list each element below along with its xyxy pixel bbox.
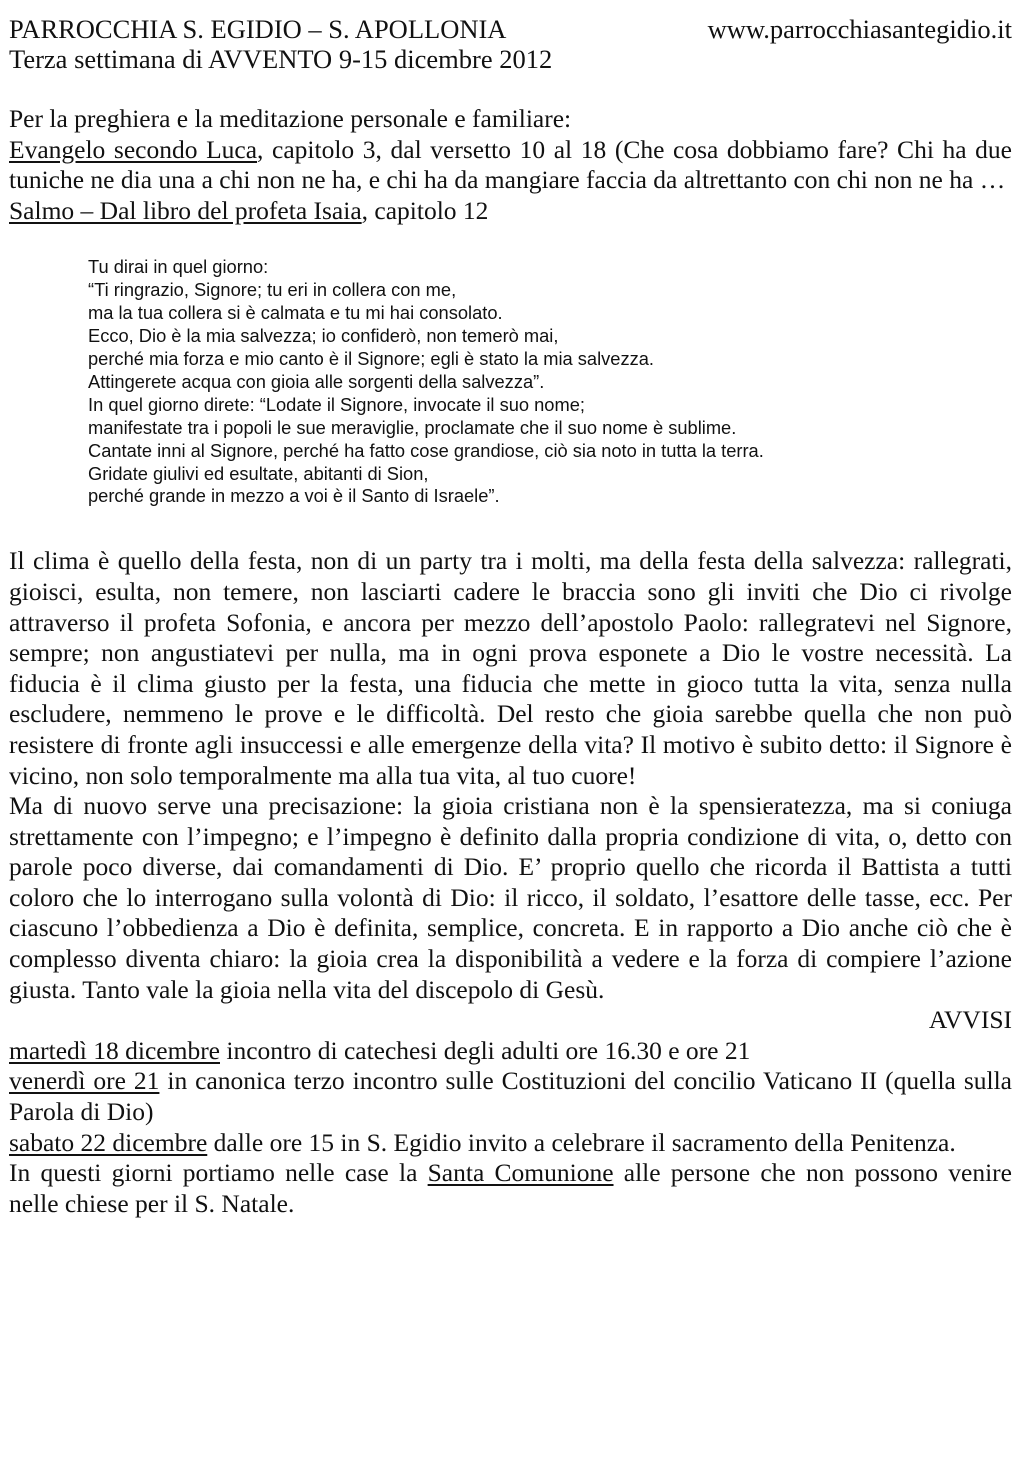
notice-date: sabato 22 dicembre [9, 1127, 208, 1157]
psalm-line: Cantate inni al Signore, perché ha fatto cose grandiose, ciò sia noto in tutta la terra. [88, 439, 764, 461]
notices-section [9, 1005, 1012, 1219]
gospel-text: , capitolo 3, dal versetto 10 al 18 (Che cosa dobbiamo fare? Chi ha due tuniche ne dia una a chi non ne ha, e chi ha da mangiare faccia da altrettanto con chi non ne ha … [9, 134, 1013, 195]
communion-link: Santa Comunione [427, 1158, 614, 1188]
bulletin-page [9, 14, 1012, 1219]
communion-notice [9, 1158, 1012, 1219]
psalm-line: Tu dirai in quel giorno: [88, 256, 269, 278]
psalm-line: perché mia forza e mio canto è il Signore; egli è stato la mia salvezza. [88, 348, 654, 369]
psalm-line: Gridate giulivi ed esultate, abitanti di Sion, [88, 462, 429, 484]
notice-date: venerdì ore 21 [9, 1066, 160, 1096]
notice-text: in canonica terzo incontro sulle Costituzioni del concilio Vaticano II (quella sulla Parola di Dio) [9, 1066, 1012, 1127]
psalm-line: manifestate tra i popoli le sue meraviglie, proclamate che il suo nome è sublime. [88, 416, 737, 438]
notice-text: dalle ore 15 in S. Egidio invito a celebrare il sacramento della Penitenza. [207, 1127, 956, 1157]
intro-lead: Per la preghiera e la meditazione personale e familiare: [9, 104, 572, 133]
intro-section [9, 104, 1012, 226]
communion-text-before: In questi giorni portiamo nelle case la [9, 1158, 428, 1188]
psalm-line: In quel giorno direte: “Lodate il Signore, invocate il suo nome; [88, 393, 585, 415]
psalm-line: “Ti ringrazio, Signore; tu eri in collera con me, [88, 279, 457, 301]
psalm-line: perché grande in mezzo a voi è il Santo di Israele”. [88, 485, 500, 507]
notice-date: martedì 18 dicembre [9, 1035, 220, 1065]
psalm-chapter: , capitolo 12 [361, 195, 489, 225]
psalm-ref-link: Salmo – Dal libro del profeta Isaia [9, 195, 362, 225]
reflection-paragraph-2: Ma di nuovo serve una precisazione: la gioia cristiana non è la spensieratezza, ma si coniuga strettamente con l’impegno; e l’impegno è definito dalla propria condizione di vita, o, detto con parole poco diverse, dai comandamenti di Dio. E’ proprio quello che ricorda il Battista a tutti coloro che lo interrogano sulla volontà di Dio: il ricco, il soldato, l’esattore delle tasse, ecc. Per ciascuno l’obbedienza a Dio è definita, semplice, concreta. E in rapporto a Dio anche ciò che è complesso diventa chiaro: la gioia crea la disponibilità a vedere e la forza di compiere l’azione giusta. Tanto vale la gioia nella vita del discepolo di Gesù. [9, 791, 1012, 1004]
gospel-ref-link: Evangelo secondo Luca [9, 134, 258, 164]
parish-name: PARROCCHIA S. EGIDIO – S. APOLLONIA [9, 14, 507, 44]
notice-item [9, 1066, 1012, 1127]
reflection-paragraph-1: Il clima è quello della festa, non di un party tra i molti, ma della festa della salvezza: rallegrati, gioisci, esulta, non temere, non lasciarti cadere le braccia sono gli inviti che Dio ci rivolge attraverso il profeta Sofonia, e ancora per mezzo dell’apostolo Paolo: rallegratevi nel Signore, sempre; non angustiatevi per nulla, ma in ogni prova esponete a Dio le vostre necessità. La fiducia è il clima giusto per la festa, una fiducia che mette in gioco tutta la vita, senza nulla escludere, nemmeno le prove e le difficoltà. Del resto che gioia sarebbe quella che non può resistere di fronte agli insuccessi e alle emergenze della vita? Il motivo è subito detto: il Signore è vicino, non solo temporalmente ma alla tua vita, al tuo cuore! [9, 546, 1012, 790]
communion-text-after: alle persone che non possono venire nelle chiese per il S. Natale. [9, 1158, 1012, 1218]
notice-item [9, 1128, 1012, 1159]
page-header [9, 14, 1012, 74]
notice-text: incontro di catechesi degli adulti ore 16.30 e ore 21 [220, 1035, 751, 1065]
notices-heading: AVVISI [928, 1005, 1012, 1035]
notice-item [9, 1036, 1012, 1067]
website-url: www.parrocchiasantegidio.it [707, 14, 1012, 44]
psalm-reference [9, 196, 1012, 227]
psalm-text [88, 256, 1012, 508]
psalm-line: Ecco, Dio è la mia salvezza; io confiderò, non temerò mai, [88, 325, 559, 347]
gospel-reference [9, 135, 1012, 196]
week-title: Terza settimana di AVVENTO 9-15 dicembre 2012 [9, 44, 553, 74]
reflection-section [9, 546, 1012, 1005]
psalm-line: ma la tua collera si è calmata e tu mi hai consolato. [88, 302, 503, 324]
psalm-line: Attingerete acqua con gioia alle sorgenti della salvezza”. [88, 370, 545, 392]
